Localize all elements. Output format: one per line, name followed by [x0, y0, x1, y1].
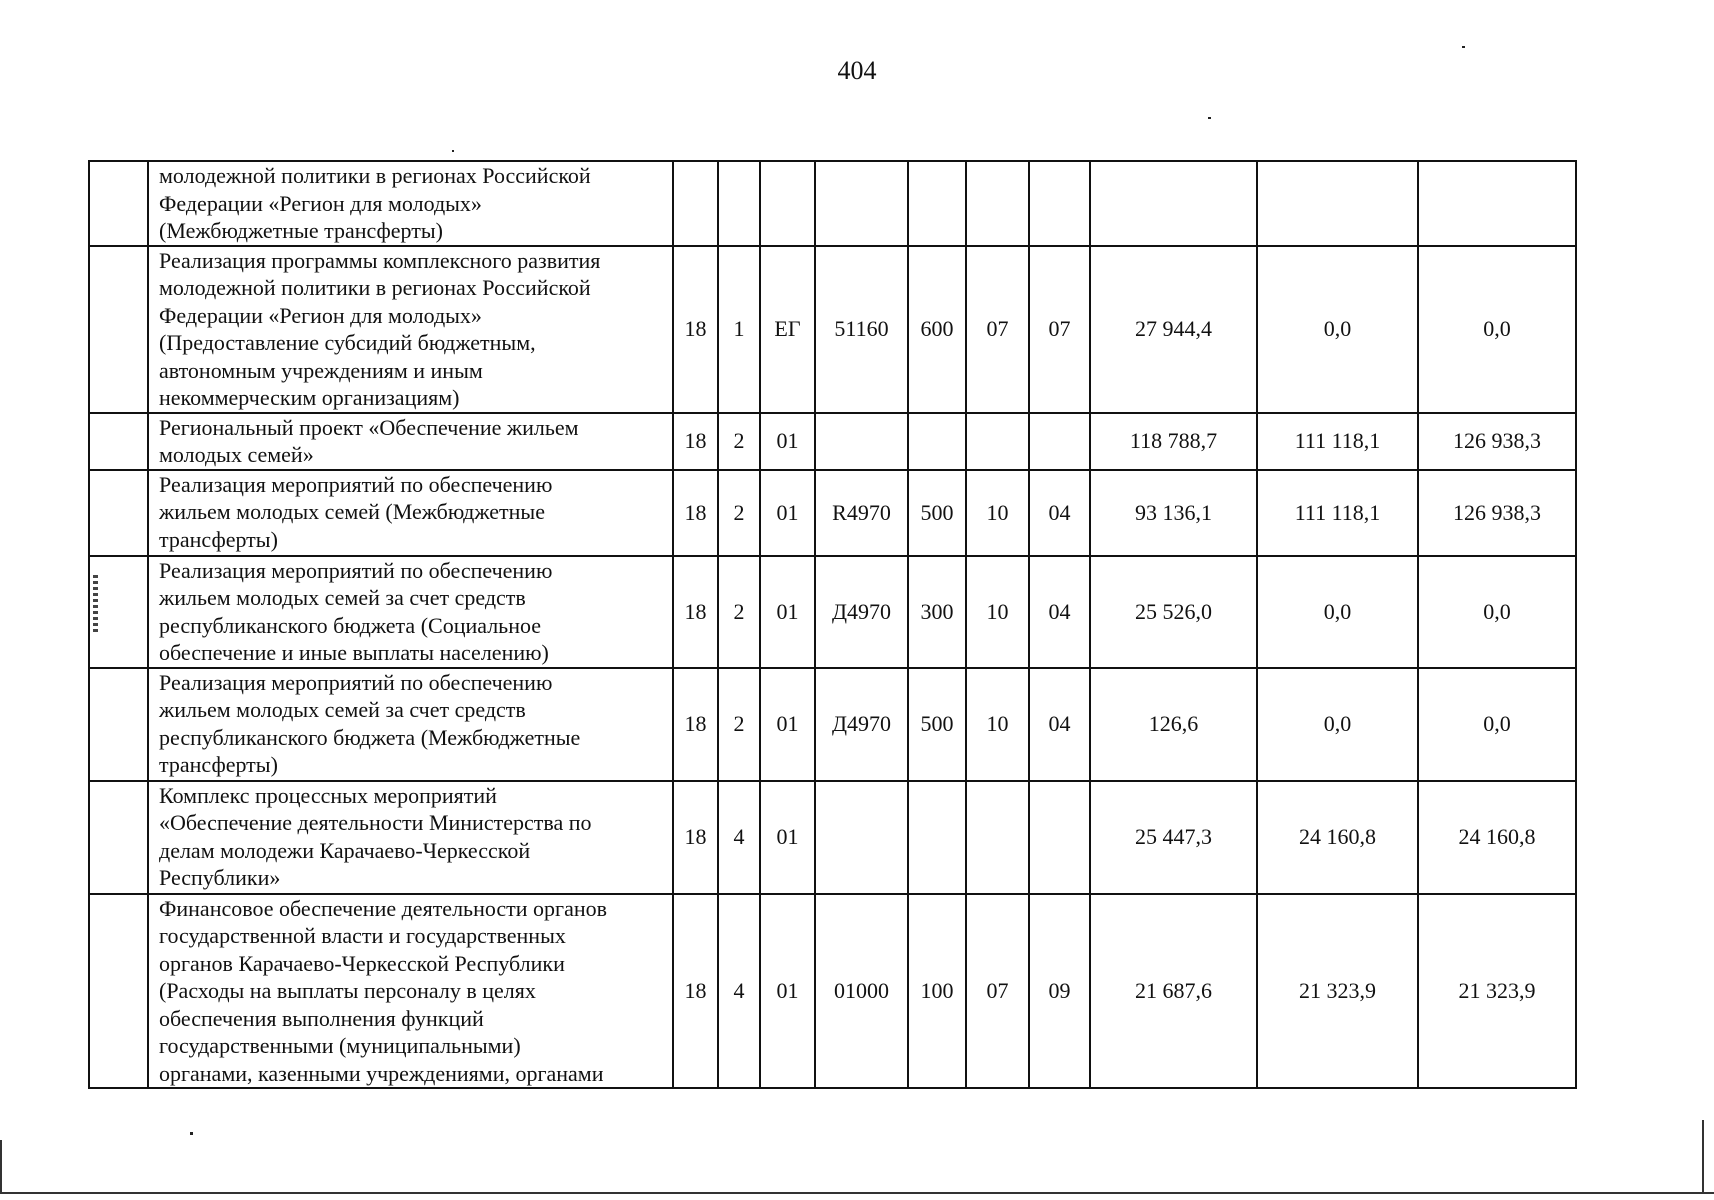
- value-year1-cell: [1090, 161, 1257, 246]
- code-project-cell: 01: [760, 556, 815, 668]
- code-pr-cell: 09: [1029, 894, 1090, 1089]
- value-year1-cell: 93 136,1: [1090, 470, 1257, 556]
- item-name-cell: Реализация мероприятий по обеспечению жильем молодых семей за счет средств республиканского бюджета (Социальное обеспечение и иные выплаты населению): [148, 556, 673, 668]
- code-program-cell: 18: [673, 556, 718, 668]
- code-program-cell: 18: [673, 246, 718, 413]
- code-direction-cell: 01000: [815, 894, 908, 1089]
- table-row: [89, 161, 1576, 246]
- code-vr-cell: 600: [908, 246, 966, 413]
- code-project-cell: 01: [760, 894, 815, 1089]
- table-row: [89, 894, 1576, 1089]
- item-name-cell: Региональный проект «Обеспечение жильем молодых семей»: [148, 413, 673, 470]
- code-direction-cell: [815, 161, 908, 246]
- code-program-cell: [673, 161, 718, 246]
- code-subprogram-cell: 4: [718, 894, 760, 1089]
- code-pr-cell: 07: [1029, 246, 1090, 413]
- item-name-cell: Реализация мероприятий по обеспечению жильем молодых семей (Межбюджетные трансферты): [148, 470, 673, 556]
- code-direction-cell: 51160: [815, 246, 908, 413]
- row-number-cell: [89, 246, 148, 413]
- value-year2-cell: 24 160,8: [1257, 781, 1418, 894]
- value-year3-cell: 0,0: [1418, 246, 1576, 413]
- value-year1-cell: 126,6: [1090, 668, 1257, 781]
- code-vr-cell: 100: [908, 894, 966, 1089]
- code-rz-cell: 10: [966, 668, 1029, 781]
- page-number: 404: [837, 56, 877, 85]
- code-project-cell: 01: [760, 470, 815, 556]
- value-year2-cell: 0,0: [1257, 556, 1418, 668]
- item-name-cell: Реализация программы комплексного развития молодежной политики в регионах Российской Федерации «Регион для молодых» (Предоставление субсидий бюджетным, автономным учреждениям и иным некоммерческим организациям): [148, 246, 673, 413]
- scan-speck: [452, 150, 454, 152]
- code-subprogram-cell: 1: [718, 246, 760, 413]
- item-name-cell: Реализация мероприятий по обеспечению жильем молодых семей за счет средств республиканского бюджета (Межбюджетные трансферты): [148, 668, 673, 781]
- code-subprogram-cell: 2: [718, 556, 760, 668]
- code-direction-cell: [815, 781, 908, 894]
- code-subprogram-cell: 4: [718, 781, 760, 894]
- code-rz-cell: 07: [966, 246, 1029, 413]
- code-rz-cell: [966, 413, 1029, 470]
- code-rz-cell: 10: [966, 556, 1029, 668]
- code-rz-cell: 07: [966, 894, 1029, 1089]
- code-project-cell: ЕГ: [760, 246, 815, 413]
- code-vr-cell: 500: [908, 668, 966, 781]
- item-name-cell: Комплекс процессных мероприятий «Обеспечение деятельности Министерства по делам молодежи Карачаево-Черкесской Республики»: [148, 781, 673, 894]
- value-year2-cell: [1257, 161, 1418, 246]
- code-vr-cell: [908, 161, 966, 246]
- code-direction-cell: R4970: [815, 470, 908, 556]
- code-program-cell: 18: [673, 413, 718, 470]
- code-rz-cell: 10: [966, 470, 1029, 556]
- code-project-cell: 01: [760, 413, 815, 470]
- code-rz-cell: [966, 161, 1029, 246]
- value-year3-cell: 126 938,3: [1418, 413, 1576, 470]
- table-row: [89, 668, 1576, 781]
- value-year2-cell: 111 118,1: [1257, 470, 1418, 556]
- code-vr-cell: [908, 413, 966, 470]
- scan-speck: [1462, 46, 1465, 48]
- scan-speck: [1208, 117, 1211, 119]
- code-subprogram-cell: 2: [718, 413, 760, 470]
- code-subprogram-cell: 2: [718, 668, 760, 781]
- code-pr-cell: 04: [1029, 668, 1090, 781]
- value-year3-cell: 0,0: [1418, 556, 1576, 668]
- budget-table: [88, 160, 1577, 1089]
- code-project-cell: 01: [760, 668, 815, 781]
- code-vr-cell: [908, 781, 966, 894]
- value-year3-cell: 0,0: [1418, 668, 1576, 781]
- code-pr-cell: 04: [1029, 470, 1090, 556]
- item-name-cell: молодежной политики в регионах Российской Федерации «Регион для молодых» (Межбюджетные трансферты): [148, 161, 673, 246]
- code-vr-cell: 500: [908, 470, 966, 556]
- value-year1-cell: 25 526,0: [1090, 556, 1257, 668]
- value-year3-cell: [1418, 161, 1576, 246]
- value-year3-cell: 126 938,3: [1418, 470, 1576, 556]
- value-year3-cell: 21 323,9: [1418, 894, 1576, 1089]
- scan-border-right: [1702, 1120, 1704, 1194]
- table-row: [89, 556, 1576, 668]
- scan-speck: [93, 575, 98, 635]
- scan-speck: [190, 1132, 193, 1135]
- scan-border-left: [0, 1140, 2, 1194]
- scan-border-bottom: [0, 1192, 1714, 1194]
- code-program-cell: 18: [673, 668, 718, 781]
- value-year2-cell: 111 118,1: [1257, 413, 1418, 470]
- code-project-cell: [760, 161, 815, 246]
- item-name-cell: Финансовое обеспечение деятельности органов государственной власти и государственных органов Карачаево-Черкесской Республики (Расходы на выплаты персоналу в целях обеспечения выполнения функций государственными (муниципальными) органами, казенными учреждениями, органами: [148, 894, 673, 1089]
- code-subprogram-cell: 2: [718, 470, 760, 556]
- code-subprogram-cell: [718, 161, 760, 246]
- code-rz-cell: [966, 781, 1029, 894]
- code-vr-cell: 300: [908, 556, 966, 668]
- code-program-cell: 18: [673, 781, 718, 894]
- code-direction-cell: [815, 413, 908, 470]
- row-number-cell: [89, 781, 148, 894]
- code-program-cell: 18: [673, 470, 718, 556]
- table-row: [89, 246, 1576, 413]
- code-pr-cell: [1029, 161, 1090, 246]
- value-year1-cell: 27 944,4: [1090, 246, 1257, 413]
- row-number-cell: [89, 894, 148, 1089]
- code-project-cell: 01: [760, 781, 815, 894]
- code-program-cell: 18: [673, 894, 718, 1089]
- row-number-cell: [89, 161, 148, 246]
- value-year2-cell: 21 323,9: [1257, 894, 1418, 1089]
- code-direction-cell: Д4970: [815, 668, 908, 781]
- value-year1-cell: 25 447,3: [1090, 781, 1257, 894]
- value-year1-cell: 118 788,7: [1090, 413, 1257, 470]
- value-year1-cell: 21 687,6: [1090, 894, 1257, 1089]
- code-pr-cell: [1029, 413, 1090, 470]
- row-number-cell: [89, 413, 148, 470]
- code-direction-cell: Д4970: [815, 556, 908, 668]
- row-number-cell: [89, 668, 148, 781]
- table-row: [89, 781, 1576, 894]
- row-number-cell: [89, 470, 148, 556]
- value-year3-cell: 24 160,8: [1418, 781, 1576, 894]
- table-row: [89, 470, 1576, 556]
- code-pr-cell: 04: [1029, 556, 1090, 668]
- value-year2-cell: 0,0: [1257, 246, 1418, 413]
- table-row: [89, 413, 1576, 470]
- code-pr-cell: [1029, 781, 1090, 894]
- value-year2-cell: 0,0: [1257, 668, 1418, 781]
